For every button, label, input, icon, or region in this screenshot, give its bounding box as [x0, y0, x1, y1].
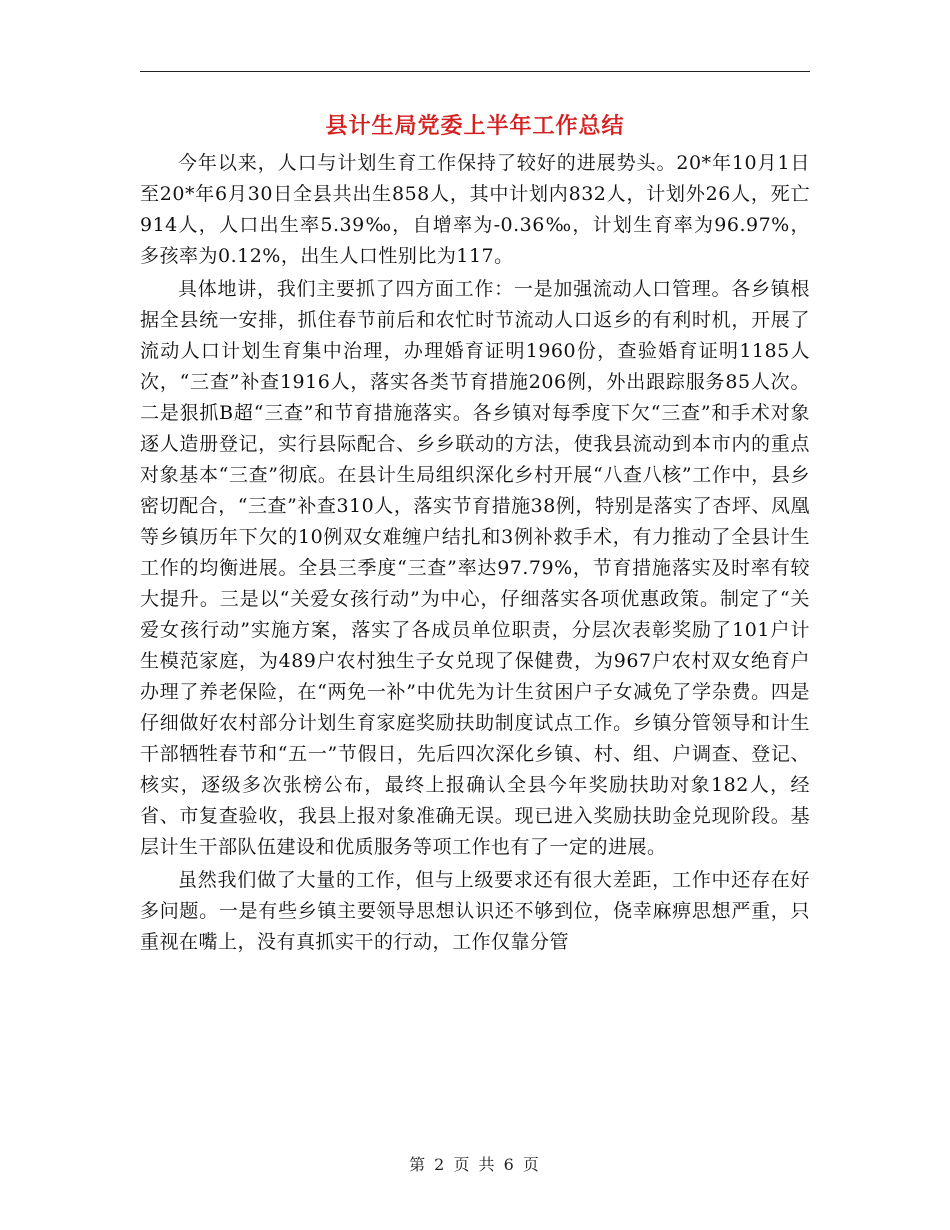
- paragraph-statistics: 今年以来，人口与计划生育工作保持了较好的进展势头。20*年10月1日至20*年6月30日全县共出生858人，其中计划内832人，计划外26人，死亡914人，人口出生率5.39‰，自增率为-0.36‰，计划生育率为96.97%，多孩率为0.12%，出生人口性别比为117。: [140, 152, 810, 267]
- paragraph-work-details: 具体地讲，我们主要抓了四方面工作：一是加强流动人口管理。各乡镇根据全县统一安排，抓住春节前后和农忙时节流动人口返乡的有利时机，开展了流动人口计划生育集中治理，办理婚育证明1960份，查验婚育证明1185人次，“三查”补查1916人，落实各类节育措施206例，外出跟踪服务85人次。二是狠抓B超“三查”和节育措施落实。各乡镇对每季度下欠“三查”和手术对象逐人造册登记，实行县际配合、乡乡联动的方法，使我县流动到本市内的重点对象基本“三查”彻底。在县计生局组织深化乡村开展“八查八核”工作中，县乡密切配合，“三查”补查310人，落实节育措施38例，特别是落实了杏坪、凤凰等乡镇历年下欠的10例双女难缠户结扎和3例补救手术，有力推动了全县计生工作的均衡进展。全县三季度“三查”率达97.79%，节育措施落实及时率有较大提升。三是以“关爱女孩行动”为中心，仔细落实各项优惠政策。制定了“关爱女孩行动”实施方案，落实了各成员单位职责，分层次表彰奖励了101户计生模范家庭，为489户农村独生子女兑现了保健费，为967户农村双女绝育户办理了养老保险，在“两免一补”中优先为计生贫困户子女减免了学杂费。四是仔细做好农村部分计划生育家庭奖励扶助制度试点工作。乡镇分管领导和计生干部牺牲春节和“五一”节假日，先后四次深化乡镇、村、组、户调查、登记、核实，逐级多次张榜公布，最终上报确认全县今年奖励扶助对象182人，经省、市复查验收，我县上报对象准确无误。现已进入奖励扶助金兑现阶段。基层计生干部队伍建设和优质服务等项工作也有了一定的进展。: [140, 278, 810, 858]
- document-title: 县计生局党委上半年工作总结: [325, 113, 625, 139]
- page-number-footer: 第 2 页 共 6 页: [409, 1155, 541, 1174]
- paragraph-problems: 虽然我们做了大量的工作，但与上级要求还有很大差距，工作中还存在好多问题。一是有些乡镇主要领导思想认识还不够到位，侥幸麻痹思想严重，只重视在嘴上，没有真抓实干的行动，工作仅靠分管: [140, 869, 810, 953]
- document-body: [140, 148, 810, 960]
- header-rule: [140, 71, 810, 72]
